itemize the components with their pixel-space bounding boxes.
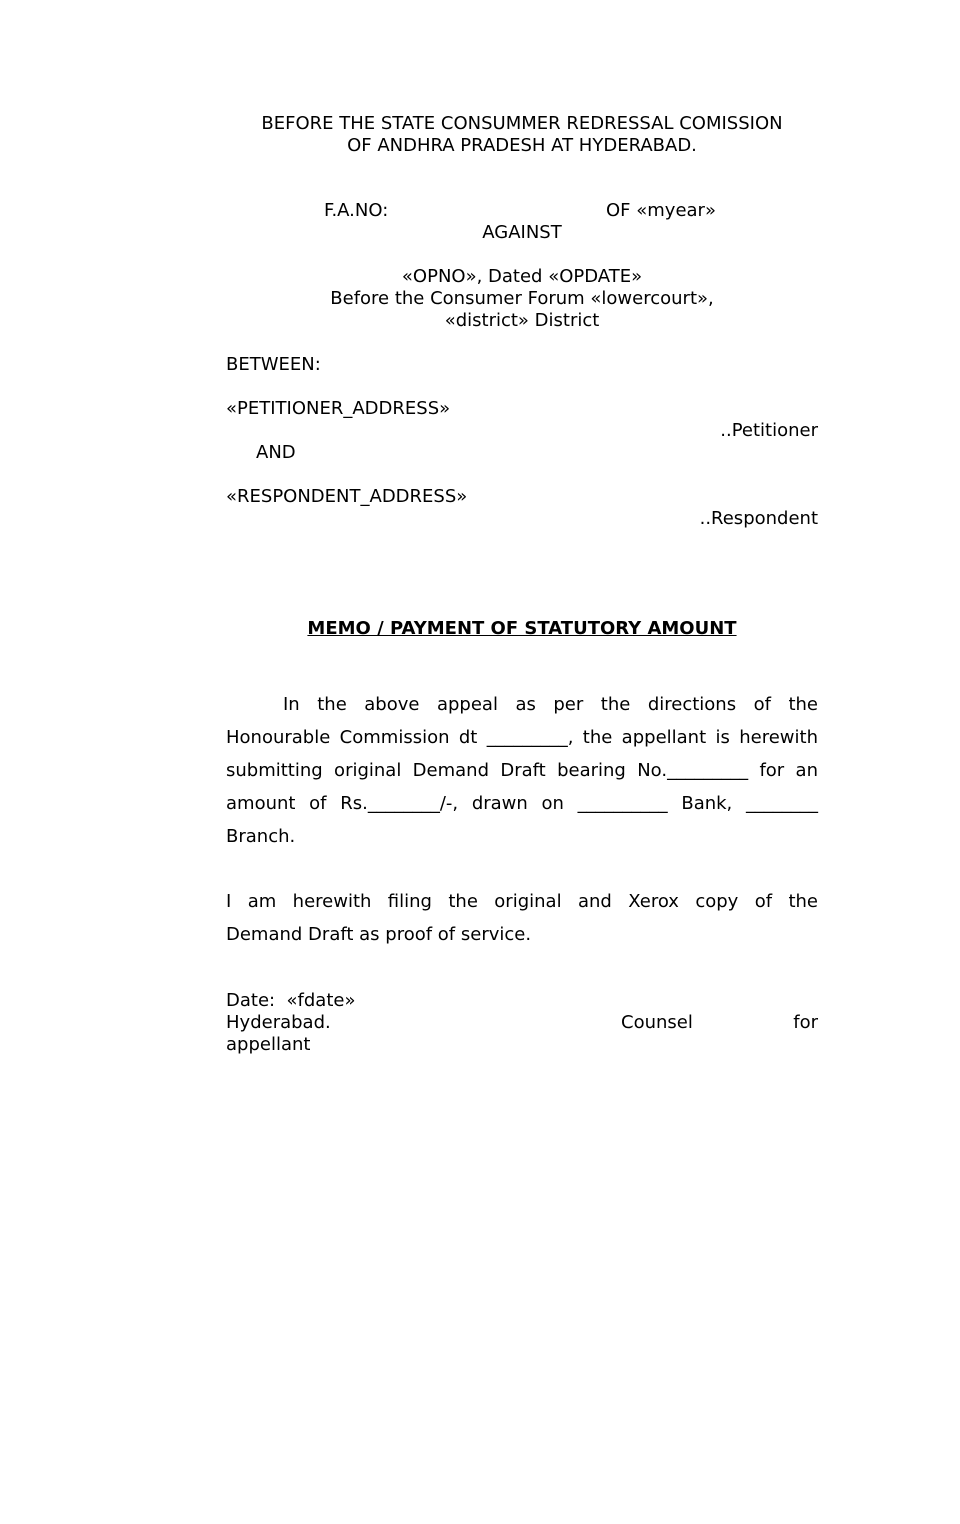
para1-line-5: Branch. — [226, 826, 296, 847]
district-line: «district» District — [444, 310, 600, 331]
and-label: AND — [256, 442, 296, 463]
para1-line-3: submitting original Demand Draft bearing No._________ for an — [226, 760, 818, 781]
para1-line-2: Honourable Commission dt _________, the appellant is herewith — [226, 727, 818, 748]
respondent-address: «RESPONDENT_ADDRESS» — [226, 486, 468, 507]
of-year: OF «myear» — [606, 200, 716, 221]
for-label: for — [793, 1012, 818, 1033]
para1-line-1: In the above appeal as per the directions of the — [283, 694, 818, 715]
para1-line-4: amount of Rs.________/-, drawn on __________ Bank, ________ — [226, 793, 818, 814]
op-line: «OPNO», Dated «OPDATE» — [401, 266, 643, 287]
date-line: Date: «fdate» — [226, 990, 356, 1011]
place-line: Hyderabad. — [226, 1012, 331, 1033]
against-label: AGAINST — [482, 222, 562, 243]
fa-no-label: F.A.NO: — [324, 200, 389, 221]
heading-line-1: BEFORE THE STATE CONSUMMER REDRESSAL COMISSION — [261, 113, 783, 134]
petitioner-address: «PETITIONER_ADDRESS» — [226, 398, 451, 419]
para2-line-2: Demand Draft as proof of service. — [226, 924, 532, 945]
respondent-role: ..Respondent — [699, 508, 818, 529]
petitioner-role: ..Petitioner — [720, 420, 818, 441]
forum-line: Before the Consumer Forum «lowercourt», — [330, 288, 714, 309]
between-label: BETWEEN: — [226, 354, 321, 375]
appellant-label: appellant — [226, 1034, 311, 1055]
heading-line-2: OF ANDHRA PRADESH AT HYDERABAD. — [347, 135, 697, 156]
memo-title: MEMO / PAYMENT OF STATUTORY AMOUNT — [307, 618, 737, 639]
counsel-label: Counsel — [621, 1012, 693, 1033]
para2-line-1: I am herewith filing the original and Xerox copy of the — [226, 891, 818, 912]
